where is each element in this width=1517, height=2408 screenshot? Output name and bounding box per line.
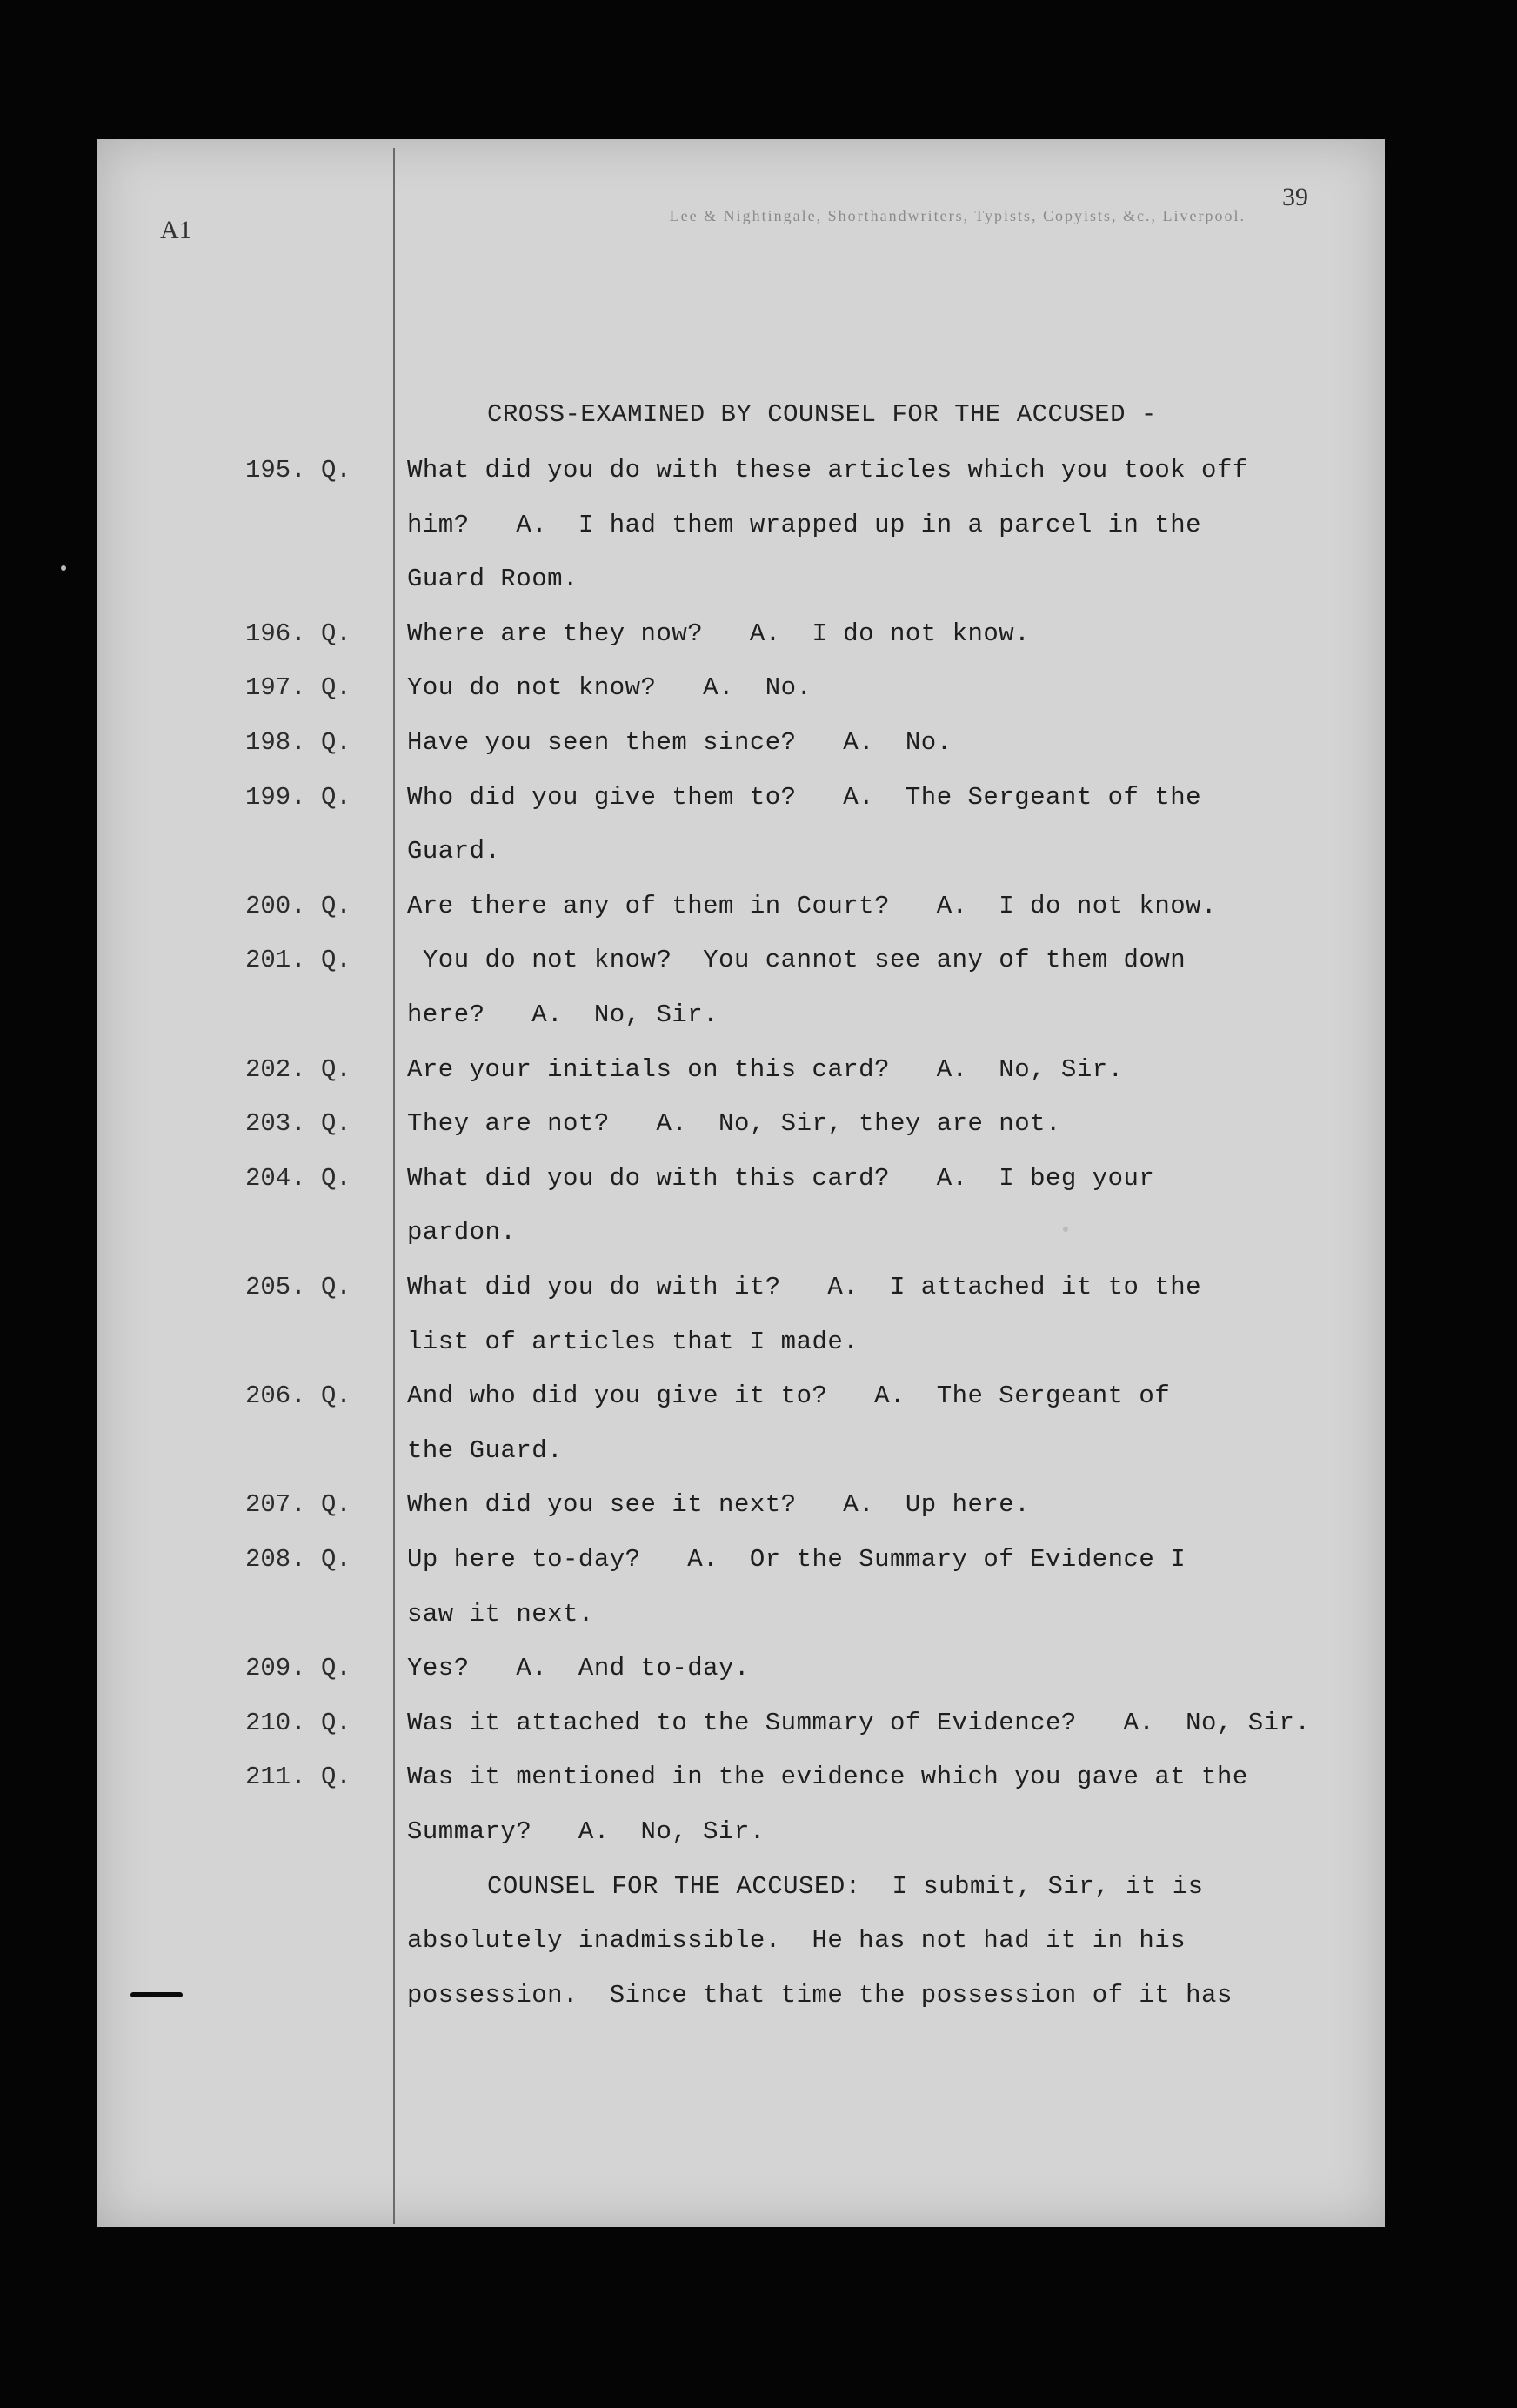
question-number: 207. Q. <box>245 1490 351 1520</box>
question-number: 208. Q. <box>245 1545 351 1574</box>
question-number: 206. Q. <box>245 1381 351 1411</box>
transcript-line <box>97 1709 1385 1763</box>
question-number: 195. Q. <box>245 456 351 485</box>
question-number: 209. Q. <box>245 1654 351 1683</box>
transcript-page <box>97 139 1385 2227</box>
paper-speck <box>1063 1227 1068 1232</box>
line-text: When did you see it next? A. Up here. <box>407 1490 1031 1520</box>
question-number: 204. Q. <box>245 1163 351 1193</box>
transcript-line <box>97 1164 1385 1218</box>
question-number: 210. Q. <box>245 1708 351 1737</box>
line-text: list of articles that I made. <box>407 1327 859 1356</box>
transcript-line <box>97 565 1385 619</box>
line-text: him? A. I had them wrapped up in a parcel in the <box>407 510 1202 539</box>
line-text: Yes? A. And to-day. <box>407 1654 750 1683</box>
line-text: the Guard. <box>407 1435 564 1465</box>
transcript-line <box>97 1055 1385 1109</box>
line-text: You do not know? A. No. <box>407 673 812 703</box>
question-number: 211. Q. <box>245 1763 351 1792</box>
line-text: They are not? A. No, Sir, they are not. <box>407 1109 1061 1139</box>
transcript-line <box>97 619 1385 673</box>
transcript-line <box>97 1926 1385 1980</box>
line-text: Are there any of them in Court? A. I do not know. <box>407 891 1217 920</box>
transcript-line <box>97 1545 1385 1599</box>
reference-mark: A1 <box>160 216 192 244</box>
transcript-line <box>97 728 1385 782</box>
question-number: 196. Q. <box>245 619 351 648</box>
transcript-line <box>97 892 1385 946</box>
line-text: Who did you give them to? A. The Sergeant of the <box>407 782 1202 812</box>
line-text: What did you do with these articles which you took off <box>407 456 1248 485</box>
transcript-line <box>97 1981 1385 2035</box>
page-number: 39 <box>1282 183 1308 211</box>
letterhead: Lee & Nightingale, Shorthandwriters, Typists, Copyists, &c., Liverpool. <box>669 207 1246 224</box>
line-text: here? A. No, Sir. <box>407 1000 719 1029</box>
transcript-line <box>97 1817 1385 1871</box>
line-text: You do not know? You cannot see any of them down <box>407 946 1186 975</box>
transcript-line <box>97 1109 1385 1163</box>
transcript-line <box>97 1872 1385 1926</box>
question-number: 201. Q. <box>245 946 351 975</box>
question-number: 200. Q. <box>245 891 351 920</box>
question-number: 203. Q. <box>245 1109 351 1139</box>
line-text: What did you do with it? A. I attached it to the <box>407 1273 1202 1301</box>
transcript-line <box>97 783 1385 837</box>
line-text: Was it attached to the Summary of Evidence? A. No, Sir. <box>407 1708 1311 1737</box>
line-text: COUNSEL FOR THE ACCUSED: I submit, Sir, it is <box>487 1871 1204 1901</box>
question-number: 197. Q. <box>245 673 351 703</box>
transcript-line <box>97 1654 1385 1708</box>
transcript-line <box>97 837 1385 891</box>
transcript-line <box>97 673 1385 727</box>
transcript-line <box>97 1273 1385 1327</box>
line-text: possession. Since that time the possession of it has <box>407 1980 1233 2010</box>
line-text: Up here to-day? A. Or the Summary of Evidence I <box>407 1545 1186 1574</box>
question-number: 205. Q. <box>245 1273 351 1301</box>
line-text: And who did you give it to? A. The Sergeant of <box>407 1381 1171 1411</box>
line-text: saw it next. <box>407 1599 594 1629</box>
transcript-line <box>97 1436 1385 1490</box>
transcript-line <box>97 1490 1385 1544</box>
line-text: Guard. <box>407 837 501 866</box>
transcript-line <box>97 1763 1385 1816</box>
transcript-line <box>97 946 1385 1000</box>
side-pointer-mark <box>130 1992 183 1997</box>
line-text: Guard Room. <box>407 565 578 594</box>
margin-speck <box>61 565 66 571</box>
line-text: Was it mentioned in the evidence which you gave at the <box>407 1763 1248 1792</box>
transcript-line <box>97 1600 1385 1654</box>
line-text: Where are they now? A. I do not know. <box>407 619 1031 648</box>
question-number: 199. Q. <box>245 782 351 812</box>
line-text: absolutely inadmissible. He has not had it in his <box>407 1926 1186 1956</box>
line-text: Summary? A. No, Sir. <box>407 1817 765 1846</box>
transcript-line <box>97 1000 1385 1054</box>
line-text: pardon. <box>407 1218 517 1247</box>
question-number: 202. Q. <box>245 1054 351 1084</box>
transcript-line <box>97 456 1385 510</box>
transcript-line <box>97 511 1385 565</box>
line-text: Are your initials on this card? A. No, Sir. <box>407 1054 1124 1084</box>
transcript-line <box>97 1328 1385 1381</box>
section-heading: CROSS-EXAMINED BY COUNSEL FOR THE ACCUSED - <box>487 400 1157 429</box>
transcript-line <box>97 1381 1385 1435</box>
transcript-line <box>97 1218 1385 1272</box>
line-text: Have you seen them since? A. No. <box>407 728 952 757</box>
line-text: What did you do with this card? A. I beg your <box>407 1163 1155 1193</box>
question-number: 198. Q. <box>245 728 351 757</box>
